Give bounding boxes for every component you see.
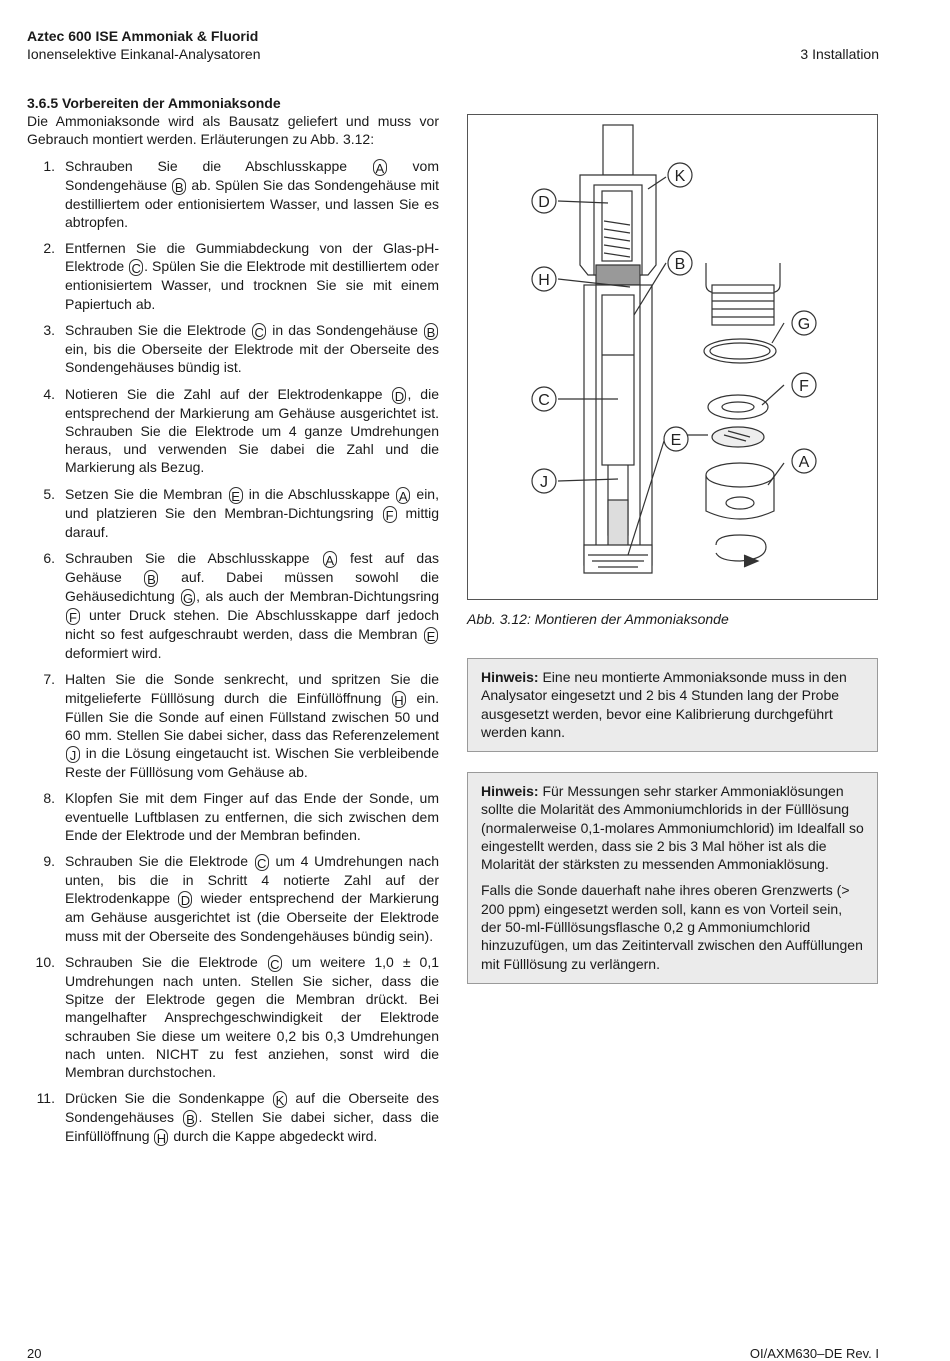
step-number: 6. (43, 549, 55, 566)
callout-letter: D (178, 891, 192, 908)
probe-diagram (468, 115, 877, 599)
label-A: A (798, 454, 810, 471)
callout-letter: A (373, 159, 387, 176)
callout-letter: B (424, 323, 438, 340)
label-K: K (674, 168, 686, 185)
step-item (27, 670, 439, 781)
section-intro: Die Ammoniaksonde wird als Bausatz geliefert und muss vor Gebrauch montiert werden. Erläuterungen zu Abb. 3.12: (27, 113, 439, 148)
step-number: 3. (43, 322, 55, 338)
step-text: Entfernen Sie die Gummiabdeckung von der Glas-pH-Elektrode C . Spülen Sie die Elektrode mit destilliertem oder entionisiertem Wasser, und trocknen Sie sie mit einem Papiertuch ab. (65, 240, 439, 312)
label-D: D (538, 194, 550, 211)
figure-probe-assembly (467, 114, 878, 600)
callout-letter: C (255, 854, 269, 871)
callout-letter: G (183, 590, 194, 606)
step-item (27, 1089, 439, 1146)
callout-letter: E (229, 487, 243, 504)
assembly-steps-list (27, 157, 439, 1147)
step-number: 10. (35, 953, 55, 970)
note-box-molarity (467, 772, 878, 984)
section-title: 3.6.5 Vorbereiten der Ammoniaksonde (27, 95, 281, 111)
callout-letter: J (66, 746, 80, 763)
callout-letter: B (144, 570, 158, 587)
note-label: Hinweis: (481, 783, 539, 799)
step-text: Schrauben Sie die Elektrode C um weitere 1,0 ± 0,1 Umdrehungen nach unten. Stellen Sie sicher, dass die Spitze der Elektrode gegen die Membran drückt. Bei mangelhafter Ansprechgeschwindigkeit der Elektrode schrauben Sie diese um weitere 0,2 bis 0,3 Umdrehungen nach unten. NICHT zu fest anziehen, sonst wird die Membran durchstochen. (65, 953, 439, 1080)
document-subtitle: Ionenselektive Einkanal-Analysatoren (27, 46, 261, 62)
label-B: B (674, 256, 686, 273)
step-number: 11. (36, 1090, 55, 1107)
step-text: Schrauben Sie die Abschlusskappe A fest auf das Gehäuse B auf. Dabei müssen sowohl die Gehäusedichtung G , als auch der Membran-Dichtungsring F unter Druck stehen. Die Abschlusskappe darf jedoch nicht so fest aufgeschraubt werden, dass die Membran E deformiert wird. (65, 549, 439, 661)
step-item (27, 485, 439, 541)
callout-letter: H (154, 1129, 168, 1146)
label-E: E (670, 432, 682, 449)
step-number: 5. (43, 485, 55, 502)
callout-letter: C (268, 955, 282, 972)
callout-letter: F (383, 506, 397, 523)
note-text: Für Messungen sehr starker Ammoniaklösungen sollte die Molarität des Ammoniumchlorids in der Fülllösung (normalerweise 0,1-molares Ammoniumchlorid) im Idealfall so eingestellt werden, dass sie 2 bis 3 Mal höher ist als die Molarität der stärksten zu messenden Ammoniaklösung. (481, 783, 864, 873)
step-item (27, 789, 439, 844)
label-H: H (538, 272, 550, 289)
callout-letter: B (183, 1110, 197, 1127)
callout-letter: H (392, 691, 406, 708)
label-G: G (797, 316, 811, 333)
step-text: Schrauben Sie die Elektrode C um 4 Umdrehungen nach unten, bis die in Schritt 4 notierte Zahl auf der Elektrodenkappe D wieder entsprechend der Markierung am Gehäuse ausgerichtet ist (die Oberseite der Elektrode muss mit der Oberseite des Sondengehäuses bündig sein). (65, 853, 439, 944)
callout-letter: A (396, 487, 410, 504)
step-item (27, 239, 439, 313)
step-text: Schrauben Sie die Elektrode C in das Sondengehäuse B ein, bis die Oberseite der Elektrode mit der Oberseite des Sondengehäuses bündig ist. (65, 322, 439, 376)
step-text: Halten Sie die Sonde senkrecht, und spritzen Sie die mitgelieferte Fülllösung durch die Einfüllöffnung H ein. Füllen Sie die Sonde auf einen Füllstand zwischen 50 und 60 mm. Stellen Sie dabei sicher, dass das Referenzelement J in die Lösung eingetaucht ist. Wischen Sie verbleibende Reste der Fülllösung vom Gehäuse ab. (65, 671, 440, 780)
step-number: 7. (43, 671, 55, 688)
callout-letter: F (66, 608, 80, 625)
step-number: 4. (43, 385, 55, 402)
note-text-additional: Falls die Sonde dauerhaft nahe ihres oberen Grenzwerts (> 200 ppm) eingesetzt werden soll, kann es von Vorteil sein, der 50-ml-Fülllösungsflasche 0,2 g Ammoniumchlorid hinzuzufügen, um das Zeitintervall zwischen den Auffüllungen mit Fülllösung zu verlängern. (481, 882, 863, 972)
page-number: 20 (27, 1346, 42, 1361)
step-item (27, 852, 439, 945)
step-text: Schrauben Sie die Abschlusskappe A vom Sondengehäuse B ab. Spülen Sie das Sondengehäuse mit destilliertem oder entionisiertem Wasser, und lassen Sie es abtropfen. (65, 157, 439, 230)
step-text: Setzen Sie die Membran E in die Abschlusskappe A ein, und platzieren Sie den Membran-Dichtungsring F mittig darauf. (65, 485, 440, 540)
callout-letter: E (424, 627, 438, 644)
step-number: 8. (43, 790, 55, 807)
step-text: Notieren Sie die Zahl auf der Elektrodenkappe D , die entsprechend der Markierung am Gehäuse ausgerichtet ist. Schrauben Sie die Elektrode um 4 ganze Umdrehungen heraus, und verwenden Sie dabei die Zahl und die Markierung als Bezug. (65, 385, 439, 476)
callout-letter: A (323, 551, 337, 568)
document-revision: OI/AXM630–DE Rev. I (749, 1346, 879, 1361)
label-F: F (799, 378, 809, 395)
label-C: C (538, 392, 550, 409)
step-number: 1. (43, 157, 55, 174)
step-text: Drücken Sie die Sondenkappe K auf die Oberseite des Sondengehäuses B . Stellen Sie dabei sicher, dass die Einfüllöffnung H durch die Kappe abgedeckt wird. (65, 1090, 439, 1147)
step-item (27, 385, 439, 477)
callout-letter: B (172, 178, 186, 195)
step-item (27, 321, 439, 376)
callout-letter: C (252, 323, 266, 340)
step-text: Klopfen Sie mit dem Finger auf das Ende der Sonde, um eventuelle Luftblasen zu entfernen, die sich zwischen dem Ende der Elektrode und der Membran befinden. (65, 790, 439, 843)
callout-letter: K (273, 1091, 287, 1108)
chapter-heading: 3 Installation (800, 46, 879, 62)
callout-letter: D (392, 387, 406, 404)
step-number: 9. (43, 853, 55, 870)
step-item (27, 549, 439, 662)
figure-caption: Abb. 3.12: Montieren der Ammoniaksonde (467, 611, 729, 627)
main-text-column (27, 94, 439, 1155)
callout-letter: C (129, 259, 143, 276)
step-item (27, 953, 439, 1081)
step-item (27, 157, 439, 231)
note-label: Hinweis: (481, 669, 539, 685)
step-number: 2. (43, 240, 55, 257)
document-title: Aztec 600 ISE Ammoniak & Fluorid (27, 28, 259, 44)
label-J: J (540, 474, 548, 491)
note-text: Eine neu montierte Ammoniaksonde muss in den Analysator eingesetzt und 2 bis 4 Stunden lang der Probe ausgesetzt werden, bevor eine Kalibrierung durchgeführt werden kann. (481, 669, 847, 740)
note-box-calibration (467, 658, 878, 752)
